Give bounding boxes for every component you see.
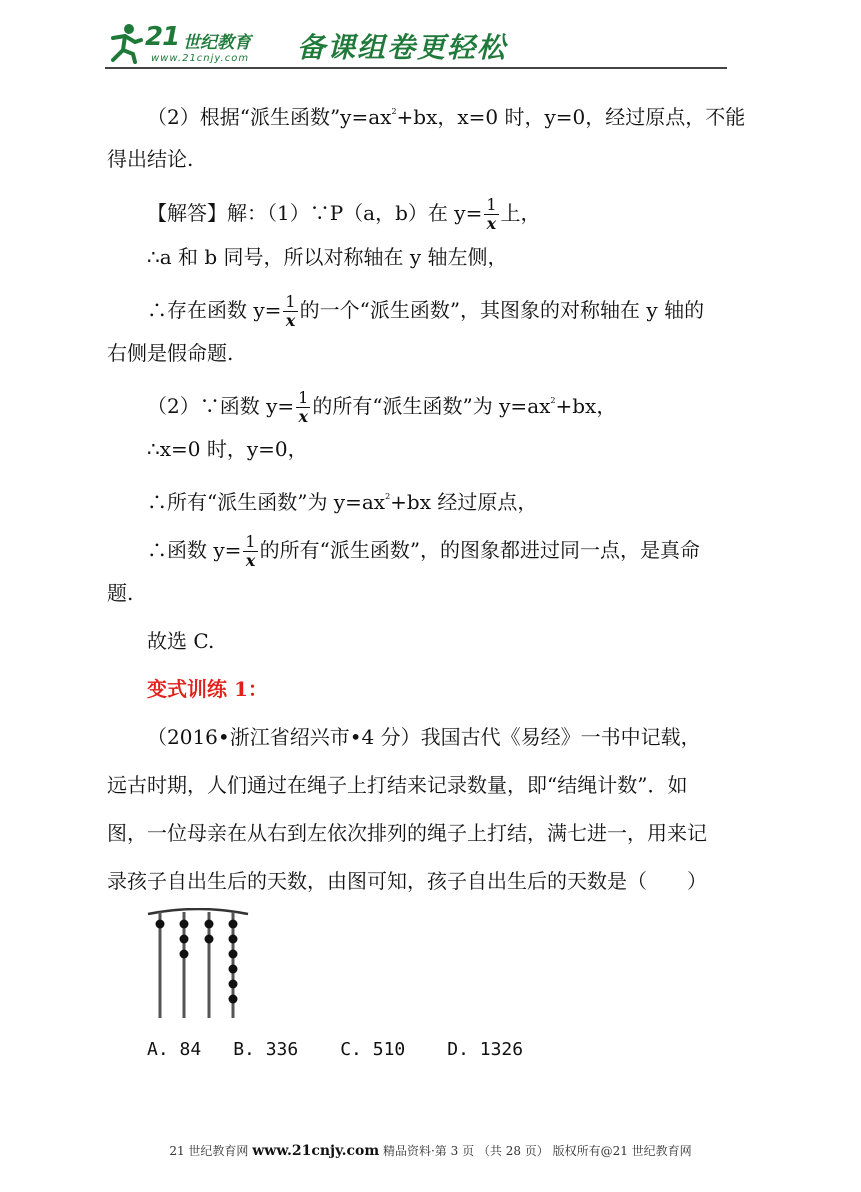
text-line: ∴所有“派生函数”为 $y=ax^2+bx$ 经过原点， [147,490,538,514]
text-line: （2）∵函数 y= $\frac{1}{x}$ 的所有“派生函数”为 $y=ax^2+bx$， [147,388,617,426]
answer-options [147,1038,523,1062]
knot [229,950,238,959]
option-d[interactable]: D. 1326 [447,1039,524,1060]
logo-url: www.21cnjy.com [151,53,250,64]
knot [229,965,238,974]
header-divider [105,67,727,69]
fraction-one-over-x: $\frac{1}{x}$ [285,292,296,330]
knot [229,980,238,989]
knot [156,920,165,929]
text-line: ∴a 和 b 同号，所以对称轴在 y 轴左侧， [147,245,508,269]
text-line: 录孩子自出生后的天数，由图可知，孩子自出生后的天数是（ ） [107,869,707,893]
text-line: ∴存在函数 y= $\frac{1}{x}$ 的一个“派生函数”，其图象的对称轴在 y 轴的 [147,292,705,330]
page-header [105,18,727,70]
logo-number: 21 [145,22,180,52]
text-line: 题. [107,581,134,605]
text-line: 【解答】解：（1）∵P（a，b）在 y= $\frac{1}{x}$ 上， [147,195,541,233]
text-line: （2）根据“派生函数$”y=ax^2+bx$，x=0 时，y=0，经过原点，不能 [147,105,746,129]
knot [180,935,189,944]
running-man-logo-icon [105,22,145,64]
text-line: 右侧是假命题. [107,341,234,365]
knot-counting-figure [146,908,250,1020]
knot [205,935,214,944]
text-line: 远古时期，人们通过在绳子上打结来记录数量，即“结绳计数”．如 [107,773,688,797]
variant-training-title: 变式训练 1： [147,677,268,701]
knot [180,920,189,929]
header-slogan: 备课组卷更轻松 [297,31,508,64]
text-line: 故选 C. [147,629,215,653]
fraction-one-over-x: $\frac{1}{x}$ [245,532,256,570]
fraction-one-over-x: $\frac{1}{x}$ [486,195,497,233]
option-c[interactable]: C. 510 [340,1039,406,1060]
fraction-one-over-x: $\frac{1}{x}$ [298,388,309,426]
footer-url[interactable]: www.21cnjy.com [252,1143,380,1159]
option-b[interactable]: B. 336 [233,1039,299,1060]
text-line: （2016•浙江省绍兴市•4 分）我国古代《易经》一书中记载， [147,725,701,749]
text-line: 得出结论. [107,147,194,171]
option-a[interactable]: A. 84 [147,1039,202,1060]
text-line: ∴函数 y= $\frac{1}{x}$ 的所有“派生函数”，的图象都进过同一点，是真命 [147,532,701,570]
knot [205,920,214,929]
knot [229,995,238,1004]
logo-name: 世纪教育 [183,33,251,53]
knot [229,935,238,944]
knot [229,920,238,929]
text-line: ∴x=0 时，y=0， [147,437,308,461]
text-line: 图，一位母亲在从右到左依次排列的绳子上打结，满七进一，用来记 [107,821,707,845]
knot [180,950,189,959]
page-footer: 21 世纪教育网 www.21cnjy.com 精品资料·第 3 页 （共 28 页） 版权所有@21 世纪教育网 [169,1143,692,1159]
